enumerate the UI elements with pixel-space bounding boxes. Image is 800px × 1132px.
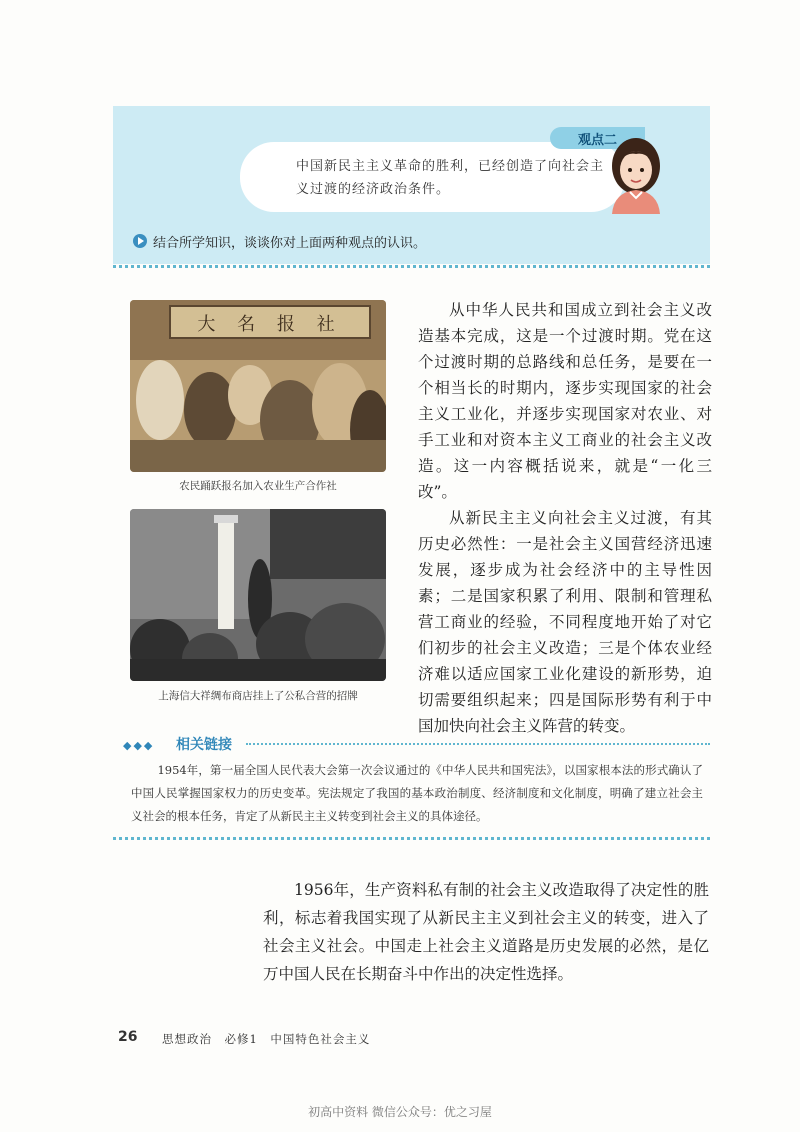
related-links-bottom-rule	[113, 837, 710, 840]
prompt-arrow-icon	[133, 234, 147, 248]
running-title: 思想政治 必修1 中国特色社会主义	[162, 1032, 371, 1046]
page-number: 26	[118, 1029, 138, 1045]
body-paragraph: 从中华人民共和国成立到社会主义改造基本完成，这是一个过渡时期。党在这个过渡时期的总路线和总任务，是要在一个相当长的时期内，逐步实现国家的社会主义工业化，并逐步实现国家对农业、对手工业和对资本主义工商业的社会主义改造。这一内容概括说来，就是“一化三改”。	[418, 301, 712, 501]
viewpoint-text: 中国新民主主义革命的胜利，已经创造了向社会主义过渡的经济政治条件。	[296, 159, 605, 197]
related-links-title: 相关链接	[176, 737, 232, 753]
sign-text: 大 名 报 社	[197, 314, 343, 335]
conclusion-paragraph: 1956年，生产资料私有制的社会主义改造取得了决定性的胜利，标志着我国实现了从新民主主义到社会主义的转变，进入了社会主义社会。中国走上社会主义道路是历史发展的必然，是亿万中国人民在长期奋斗中作出的决定性选择。	[263, 881, 709, 983]
conclusion-text	[263, 876, 709, 988]
related-links-text	[131, 759, 703, 828]
photo-shop-sign	[130, 509, 386, 681]
photo-caption-2: 上海信大祥绸布商店挂上了公私合营的招牌	[158, 690, 358, 702]
body-paragraph: 从新民主主义向社会主义过渡，有其历史必然性：一是社会主义国营经济迅速发展，逐步成为社会经济中的主导性因素；二是国家积累了利用、限制和管理私营工商业的经验，不同程度地开始了对它们初步的社会主义改造；三是个体农业经济难以适应国家工业化建设的新形势，迫切需要组织起来；四是国际形势有利于中国加快向社会主义阵营的转变。	[418, 509, 712, 735]
photo-farmers	[130, 300, 386, 472]
discussion-prompt: 结合所学知识，谈谈你对上面两种观点的认识。	[153, 236, 427, 251]
body-text	[418, 297, 712, 739]
viewpoint-tag-label: 观点二	[578, 133, 618, 148]
panel-divider	[113, 265, 710, 268]
diamond-icons: ◆◆◆	[123, 739, 155, 752]
student-avatar	[600, 134, 672, 214]
watermark-text: 初高中资料 微信公众号：优之习屋	[308, 1105, 492, 1119]
related-links-rule	[246, 743, 710, 745]
photo-caption-1: 农民踊跃报名加入农业生产合作社	[179, 480, 337, 492]
related-links-paragraph: 1954年，第一届全国人民代表大会第一次会议通过的《中华人民共和国宪法》，以国家根本法的形式确认了中国人民掌握国家权力的历史变革。宪法规定了我国的基本政治制度、经济制度和文化制度，明确了建立社会主义社会的根本任务，肯定了从新民主主义转变到社会主义的具体途径。	[131, 763, 703, 823]
